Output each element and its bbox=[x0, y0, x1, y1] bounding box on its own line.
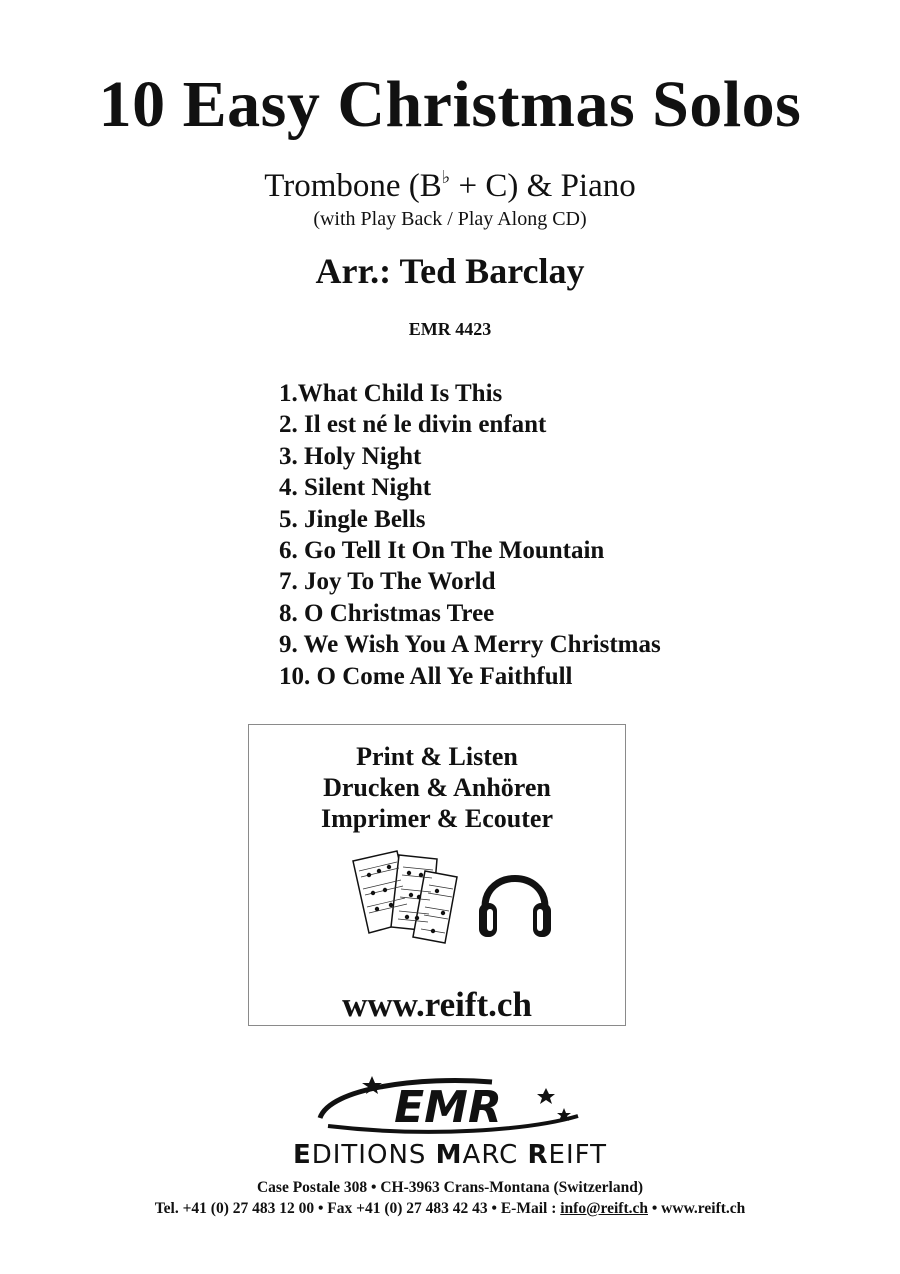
publisher-word-2: ARC bbox=[462, 1140, 528, 1170]
promo-line-german: Drucken & Anhören bbox=[323, 773, 551, 802]
track-list bbox=[279, 378, 661, 692]
publisher-word-3: EIFT bbox=[548, 1140, 608, 1170]
publisher-address: Case Postale 308 • CH-3963 Crans-Montana (Switzerland) bbox=[256, 1179, 643, 1196]
track-item: 4. Silent Night bbox=[279, 474, 432, 502]
catalog-code: EMR 4423 bbox=[408, 319, 492, 339]
publisher-initial-e: E bbox=[292, 1140, 312, 1170]
track-item: 7. Joy To The World bbox=[279, 568, 496, 596]
instrumentation-after: + C) & Piano bbox=[450, 168, 636, 204]
promo-art bbox=[345, 847, 557, 947]
publisher-name bbox=[0, 1142, 900, 1168]
emr-logo bbox=[310, 1072, 590, 1136]
promo-box bbox=[248, 724, 626, 1026]
instrumentation bbox=[0, 168, 900, 204]
contact-phone-fax: Tel. +41 (0) 27 483 12 00 • Fax +41 (0) 27 483 42 43 • E-Mail : bbox=[154, 1200, 561, 1217]
page-title: 10 Easy Christmas Solos bbox=[98, 68, 802, 141]
track-item: 2. Il est né le divin enfant bbox=[279, 411, 547, 439]
promo-url: www.reift.ch bbox=[342, 985, 532, 1024]
instrumentation-before: Trombone (B bbox=[264, 168, 442, 204]
track-item: 3. Holy Night bbox=[279, 442, 422, 470]
arranger: Arr.: Ted Barclay bbox=[315, 251, 585, 291]
track-item: 10. O Come All Ye Faithfull bbox=[279, 662, 573, 690]
contact-web: • www.reift.ch bbox=[648, 1200, 746, 1217]
publisher-contact bbox=[0, 1201, 900, 1217]
flat-symbol: ♭ bbox=[441, 167, 451, 187]
headphones-icon bbox=[475, 855, 555, 945]
track-item: 6. Go Tell It On The Mountain bbox=[279, 536, 605, 564]
track-item: 5. Jingle Bells bbox=[279, 505, 426, 533]
track-item: 9. We Wish You A Merry Christmas bbox=[279, 631, 661, 659]
publisher-initial-r: R bbox=[527, 1140, 549, 1170]
publisher-word-1: DITIONS bbox=[311, 1140, 436, 1170]
promo-line-french: Imprimer & Ecouter bbox=[320, 804, 553, 833]
cd-note: (with Play Back / Play Along CD) bbox=[313, 208, 587, 230]
track-item: 8. O Christmas Tree bbox=[279, 599, 495, 627]
promo-line-english: Print & Listen bbox=[356, 742, 518, 771]
logo-text: EMR bbox=[394, 1082, 502, 1133]
publisher-initial-m: M bbox=[435, 1140, 463, 1170]
email-link[interactable]: info@reift.ch bbox=[560, 1200, 648, 1217]
track-item: 1.What Child Is This bbox=[279, 380, 503, 407]
